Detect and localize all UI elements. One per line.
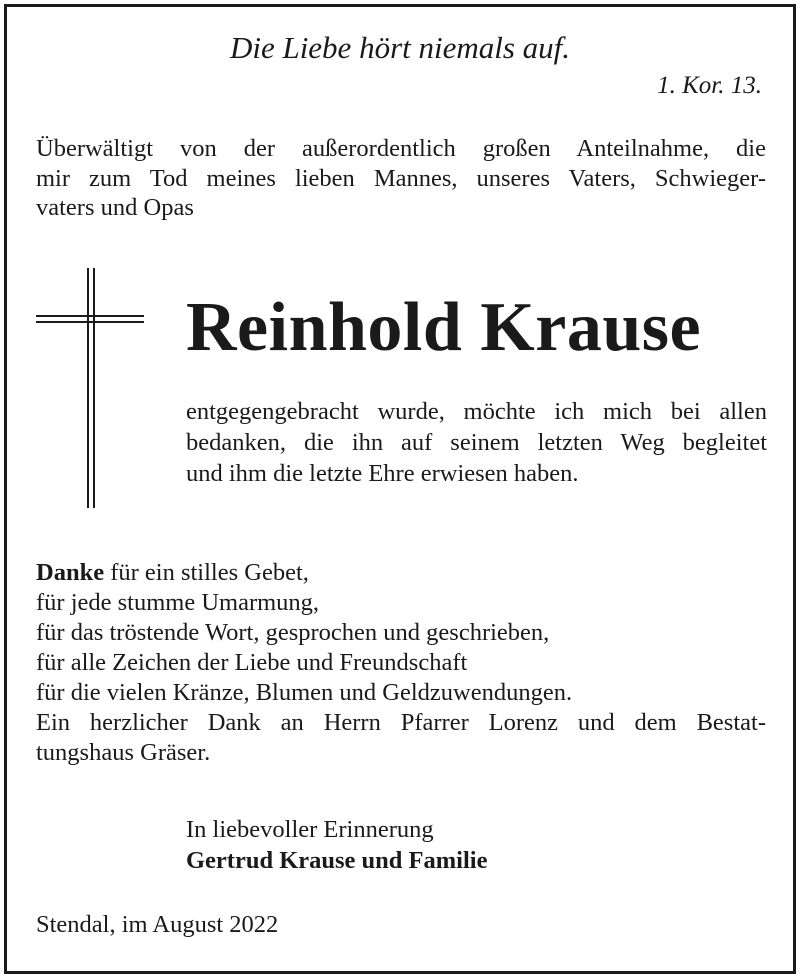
- danke-line: für das tröstende Wort, gesprochen und geschrieben,: [36, 619, 550, 646]
- danke-word: Danke: [36, 559, 105, 586]
- bible-reference: 1. Kor. 13.: [657, 72, 762, 99]
- family-signature: Gertrud Krause und Familie: [186, 847, 488, 874]
- danke-line: für alle Zeichen der Liebe und Freundschaft: [36, 649, 468, 676]
- danke-paragraph: [36, 558, 766, 768]
- intro-line: mir zum Tod meines lieben Mannes, unseres Vaters, Schwieger-: [36, 164, 766, 192]
- cross-icon: [36, 268, 144, 508]
- place-date: Stendal, im August 2022: [36, 911, 279, 938]
- danke-line: für jede stumme Umarmung,: [36, 589, 320, 616]
- intro-line: vaters und Opas: [36, 194, 194, 221]
- danke-line: für die vielen Kränze, Blumen und Geldzuwendungen.: [36, 679, 573, 706]
- thanks-line: entgegengebracht wurde, möchte ich mich bei allen: [186, 398, 767, 425]
- intro-line: Überwältigt von der außerordentlich großen Anteilnahme, die: [36, 135, 766, 162]
- danke-line: tungshaus Gräser.: [36, 739, 211, 766]
- memory-line: In liebevoller Erinnerung: [186, 816, 434, 843]
- motto-verse: Die Liebe hört niemals auf.: [229, 30, 571, 65]
- deceased-name: Reinhold Krause: [186, 289, 702, 366]
- danke-line: Ein herzlicher Dank an Herrn Pfarrer Lorenz und dem Bestat-: [36, 709, 766, 736]
- thanks-paragraph: [186, 396, 767, 489]
- danke-first-rest: für ein stilles Gebet,: [104, 559, 309, 586]
- thanks-line: bedanken, die ihn auf seinem letzten Weg begleitet: [186, 429, 767, 456]
- intro-paragraph: [36, 134, 766, 223]
- danke-line: [36, 558, 766, 588]
- thanks-line: und ihm die letzte Ehre erwiesen haben.: [186, 460, 579, 487]
